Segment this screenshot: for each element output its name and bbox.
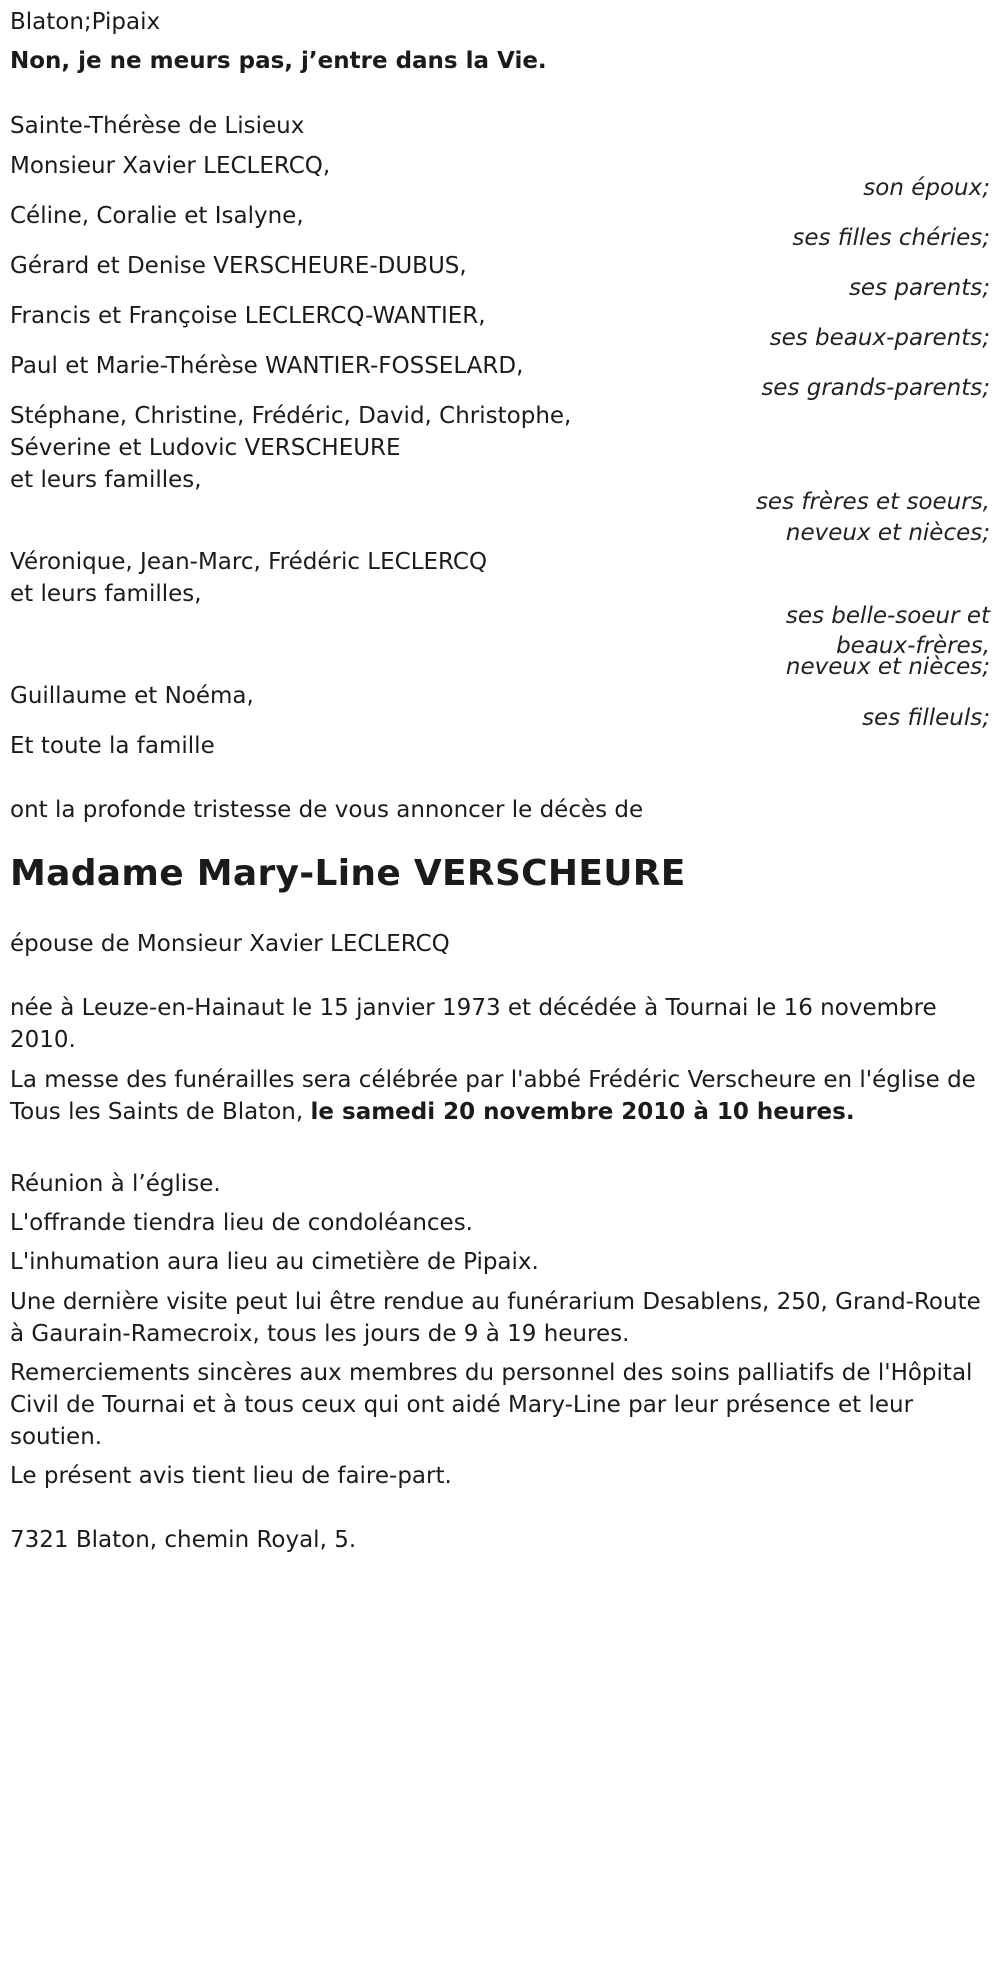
offering: L'offrande tiendra lieu de condoléances. <box>10 1210 473 1236</box>
thanks: Remerciements sincères aux membres du personnel des soins palliatifs de l'Hôpital Civil de Tournai et à tous ceux qui ont aidé Mary-Line par leur présence et leur soutien. <box>10 1360 973 1450</box>
deceased-name: Madame Mary-Line VERSCHEURE <box>10 853 686 894</box>
family-name-siblings-line1: Stéphane, Christine, Frédéric, David, Christophe, <box>10 403 572 429</box>
family-relation-brothers-in-law-line1: ses belle-soeur et <box>785 603 990 629</box>
family-relation-brothers-in-law-line2: beaux-frères, <box>836 633 990 659</box>
family-name-grandparents: Paul et Marie-Thérèse WANTIER-FOSSELARD, <box>10 353 524 379</box>
family-relation-daughters: ses filles chéries; <box>792 225 990 251</box>
family-name-brothers-in-law-line1: Véronique, Jean-Marc, Frédéric LECLERCQ <box>10 549 488 575</box>
family-name-daughters: Céline, Coralie et Isalyne, <box>10 203 304 229</box>
family-relation-siblings-line1: ses frères et soeurs, <box>755 489 990 515</box>
mass-paragraph <box>10 1064 995 1128</box>
family-name-siblings-line2: Séverine et Ludovic VERSCHEURE <box>10 435 401 461</box>
family-relation-in-laws: ses beaux-parents; <box>769 325 990 351</box>
address: 7321 Blaton, chemin Royal, 5. <box>10 1527 357 1553</box>
family-name-siblings-line3: et leurs familles, <box>10 467 202 493</box>
spouse-line: épouse de Monsieur Xavier LECLERCQ <box>10 931 450 957</box>
family-name-brothers-in-law-line2: et leurs familles, <box>10 581 202 607</box>
meeting: Réunion à l’église. <box>10 1171 221 1197</box>
place: Blaton;Pipaix <box>10 9 161 35</box>
burial: L'inhumation aura lieu au cimetière de Pipaix. <box>10 1249 539 1275</box>
mass-date: le samedi 20 novembre 2010 à 10 heures. <box>310 1099 855 1125</box>
family-relation-siblings-line2: neveux et nièces; <box>785 520 990 546</box>
family-name-all: Et toute la famille <box>10 733 215 759</box>
family-name-spouse: Monsieur Xavier LECLERCQ, <box>10 153 331 179</box>
family-relation-godchildren: ses filleuls; <box>862 705 990 731</box>
family-relation-parents: ses parents; <box>848 275 990 301</box>
family-relation-brothers-in-law-line3: neveux et nièces; <box>785 654 990 680</box>
mass-text: La messe des funérailles sera célébrée par l'abbé Frédéric Verscheure en l'église de Tous les Saints de Blaton, <box>10 1067 976 1125</box>
visit: Une dernière visite peut lui être rendue au funérarium Desablens, 250, Grand-Route à Gaurain-Ramecroix, tous les jours de 9 à 19 heures. <box>10 1289 981 1347</box>
announcement: ont la profonde tristesse de vous annoncer le décès de <box>10 797 644 823</box>
quote-author: Sainte-Thérèse de Lisieux <box>10 113 305 139</box>
birth-death: née à Leuze-en-Hainaut le 15 janvier 1973 et décédée à Tournai le 16 novembre 2010. <box>10 995 937 1053</box>
family-relation-grandparents: ses grands-parents; <box>761 375 990 401</box>
family-relation-spouse: son époux; <box>863 175 990 201</box>
family-name-godchildren: Guillaume et Noéma, <box>10 683 254 709</box>
family-name-in-laws: Francis et Françoise LECLERCQ-WANTIER, <box>10 303 486 329</box>
notice: Le présent avis tient lieu de faire-part. <box>10 1463 452 1489</box>
family-name-parents: Gérard et Denise VERSCHEURE-DUBUS, <box>10 253 467 279</box>
quote: Non, je ne meurs pas, j’entre dans la Vie. <box>10 48 547 74</box>
